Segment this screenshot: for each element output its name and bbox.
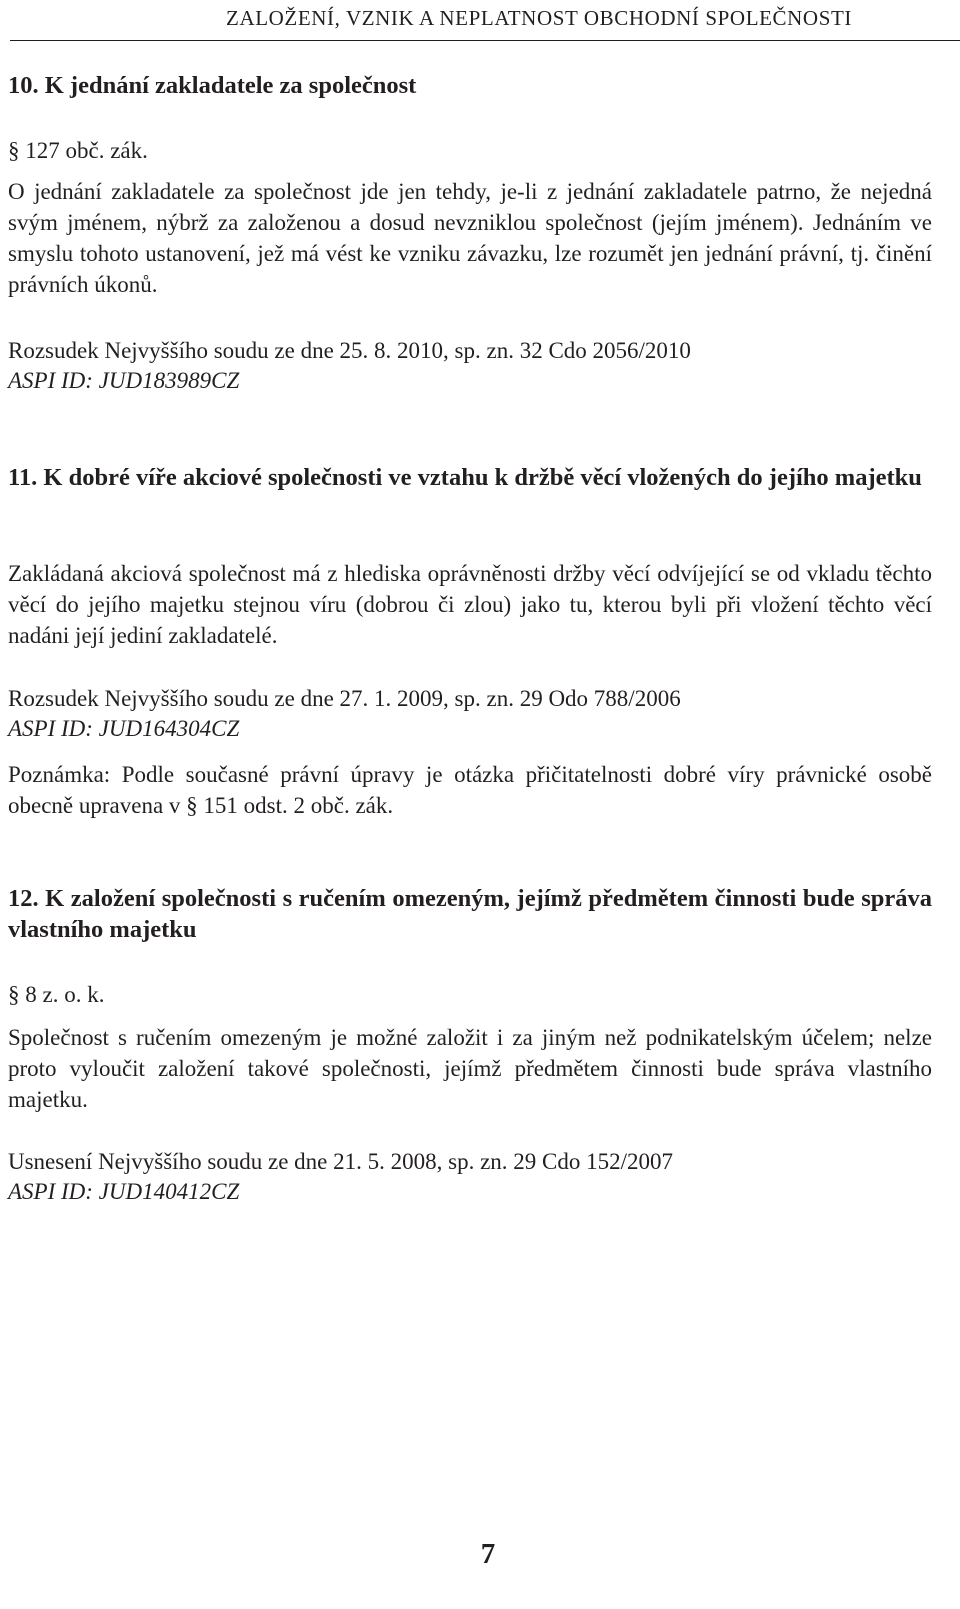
- section-11: [8, 462, 932, 493]
- section-10-citation: [8, 336, 932, 396]
- section-12-body: [8, 1022, 932, 1115]
- note-paragraph: Poznámka: Podle současné právní úpravy je otázka přičitatelnosti dobré víry právnické osobě obecně upravena v § 151 odst. 2 obč. zák.: [8, 762, 932, 818]
- court-citation: Rozsudek Nejvyššího soudu ze dne 27. 1. 2009, sp. zn. 29 Odo 788/2006: [8, 686, 681, 711]
- running-header-title: ZALOŽENÍ, VZNIK A NEPLATNOST OBCHODNÍ SPOLEČNOSTI: [226, 6, 852, 30]
- section-12-citation: [8, 1147, 932, 1207]
- court-citation: Usnesení Nejvyššího soudu ze dne 21. 5. 2008, sp. zn. 29 Cdo 152/2007: [8, 1149, 674, 1174]
- section-paragraph: Společnost s ručením omezeným je možné založit i za jiným než podnikatelským účelem; nelze proto vyloučit založení takové společnosti, jejímž předmětem činnosti bude správa vlastního majetku.: [8, 1025, 932, 1112]
- law-reference: § 8 z. o. k.: [8, 982, 105, 1007]
- section-paragraph: O jednání zakladatele za společnost jde jen tehdy, je-li z jednání zakladatele patrno, že nejedná svým jménem, nýbrž za založenou a dosud nevzniklou společnost (jejím jménem). Jednáním ve smyslu tohoto ustanovení, jež má vést ke vzniku závazku, lze rozumět jen jednání právní, tj. činění právních úkonů.: [8, 179, 932, 297]
- aspi-id: ASPI ID: JUD140412CZ: [8, 1179, 240, 1204]
- section-11-citation: [8, 684, 932, 744]
- page-number: 7: [480, 1538, 496, 1570]
- section-heading: 12. K založení společnosti s ručením omezeným, jejímž předmětem činnosti bude správa vlastního majetku: [8, 885, 932, 943]
- section-heading: 10. K jednání zakladatele za společnost: [8, 72, 417, 99]
- section-11-body: [8, 558, 932, 651]
- aspi-id: ASPI ID: JUD164304CZ: [8, 716, 240, 741]
- section-12: [8, 883, 932, 945]
- court-citation: Rozsudek Nejvyššího soudu ze dne 25. 8. 2010, sp. zn. 32 Cdo 2056/2010: [8, 338, 691, 363]
- section-10-law-ref: [8, 136, 932, 166]
- aspi-id: ASPI ID: JUD183989CZ: [8, 368, 240, 393]
- section-heading: 11. K dobré víře akciové společnosti ve vztahu k držbě věcí vložených do jejího majetku: [8, 464, 922, 491]
- law-reference: § 127 obč. zák.: [8, 138, 148, 163]
- section-10-body: [8, 176, 932, 300]
- section-paragraph: Zakládaná akciová společnost má z hlediska oprávněnosti držby věcí odvíjející se od vkladu těchto věcí do jejího majetku stejnou víru (dobrou či zlou) jako tu, kterou byli při vložení těchto věcí nadáni její jediní zakladatelé.: [8, 561, 932, 648]
- section-10: [8, 70, 932, 101]
- section-12-law-ref: [8, 980, 932, 1010]
- running-header: [10, 0, 960, 41]
- section-11-note: [8, 759, 932, 821]
